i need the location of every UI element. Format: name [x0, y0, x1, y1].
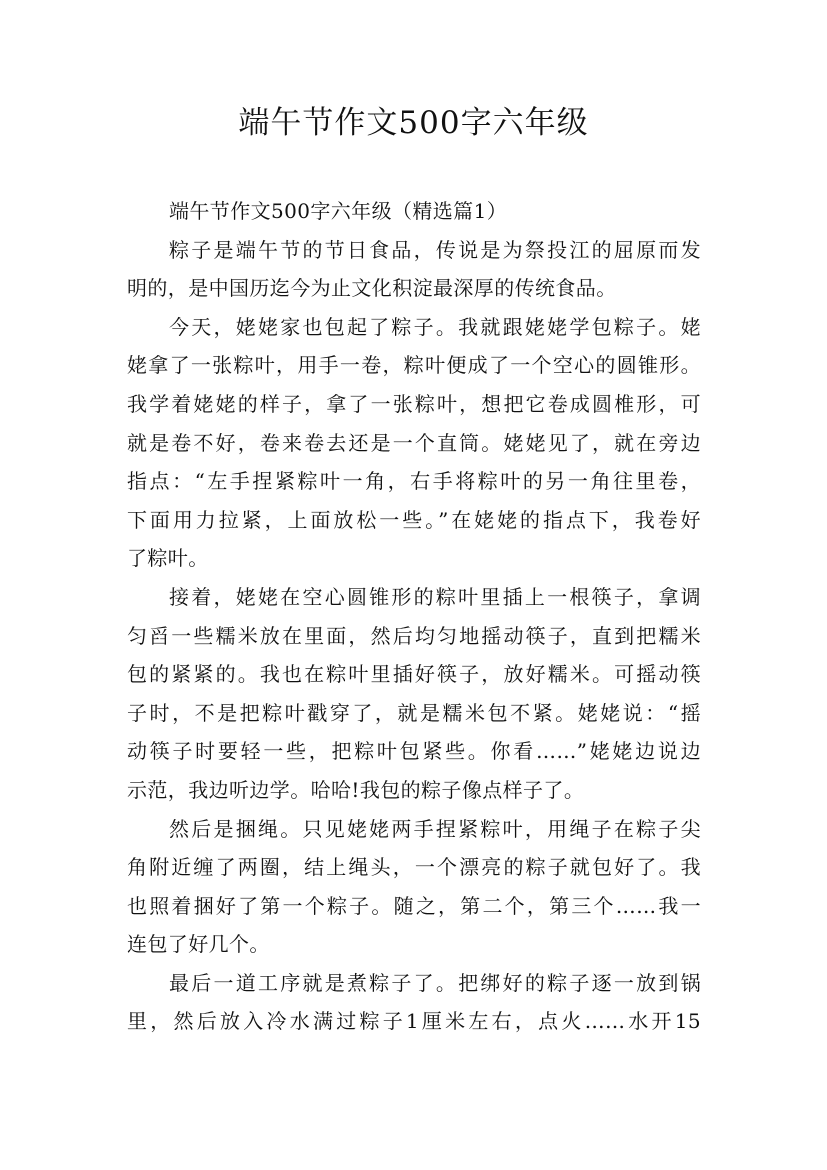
paragraph-line: 了粽叶。 [127, 546, 209, 571]
paragraph-line: 就是卷不好，卷来卷去还是一个直筒。姥姥见了，就在旁边 [127, 430, 701, 455]
paragraph-line: 我学着姥姥的样子，拿了一张粽叶，想把它卷成圆椎形，可 [127, 391, 701, 416]
paragraph-line: 里，然后放入冷水满过粽子1厘米左右，点火……水开15 [127, 1009, 701, 1034]
paragraph-line: 然后是捆绳。只见姥姥两手捏紧粽叶，用绳子在粽子尖 [169, 816, 701, 841]
paragraph-line: 示范，我边听边学。哈哈!我包的粽子像点样子了。 [127, 777, 585, 802]
paragraph-line: 角附近缠了两圈，结上绳头，一个漂亮的粽子就包好了。我 [127, 855, 701, 880]
paragraph-line: 动筷子时要轻一些，把粽叶包紧些。你看……”姥姥边说边 [127, 739, 701, 764]
section-subtitle: 端午节作文500字六年级（精选篇1） [169, 199, 508, 223]
paragraph-line: 连包了好几个。 [127, 932, 270, 957]
document-body [127, 192, 701, 1041]
paragraph-line: 接着，姥姥在空心圆锥形的粽叶里插上一根筷子，拿调 [169, 584, 701, 609]
paragraph-line: 今天，姥姥家也包起了粽子。我就跟姥姥学包粽子。姥 [169, 314, 701, 339]
paragraph-line: 也照着捆好了第一个粽子。随之，第二个，第三个……我一 [127, 893, 701, 918]
paragraph-line: 粽子是端午节的节日食品，传说是为祭投江的屈原而发 [169, 237, 701, 262]
paragraph-line: 指点：“左手捏紧粽叶一角，右手将粽叶的另一角往里卷， [127, 469, 701, 494]
paragraph-line: 包的紧紧的。我也在粽叶里插好筷子，放好糯米。可摇动筷 [127, 662, 701, 687]
paragraph-line: 明的，是中国历迄今为止文化积淀最深厚的传统食品。 [127, 276, 617, 301]
paragraph-line: 子时，不是把粽叶戳穿了，就是糯米包不紧。姥姥说：“摇 [127, 700, 701, 725]
paragraph-line: 最后一道工序就是煮粽子了。把绑好的粽子逐一放到锅 [169, 970, 701, 995]
paragraph-line: 匀舀一些糯米放在里面，然后均匀地摇动筷子，直到把糯米 [127, 623, 701, 648]
paragraph-line: 下面用力拉紧，上面放松一些。”在姥姥的指点下，我卷好 [127, 507, 701, 532]
paragraph-line: 姥拿了一张粽叶，用手一卷，粽叶便成了一个空心的圆锥形。 [127, 353, 701, 378]
document-title: 端午节作文500字六年级 [238, 105, 589, 141]
